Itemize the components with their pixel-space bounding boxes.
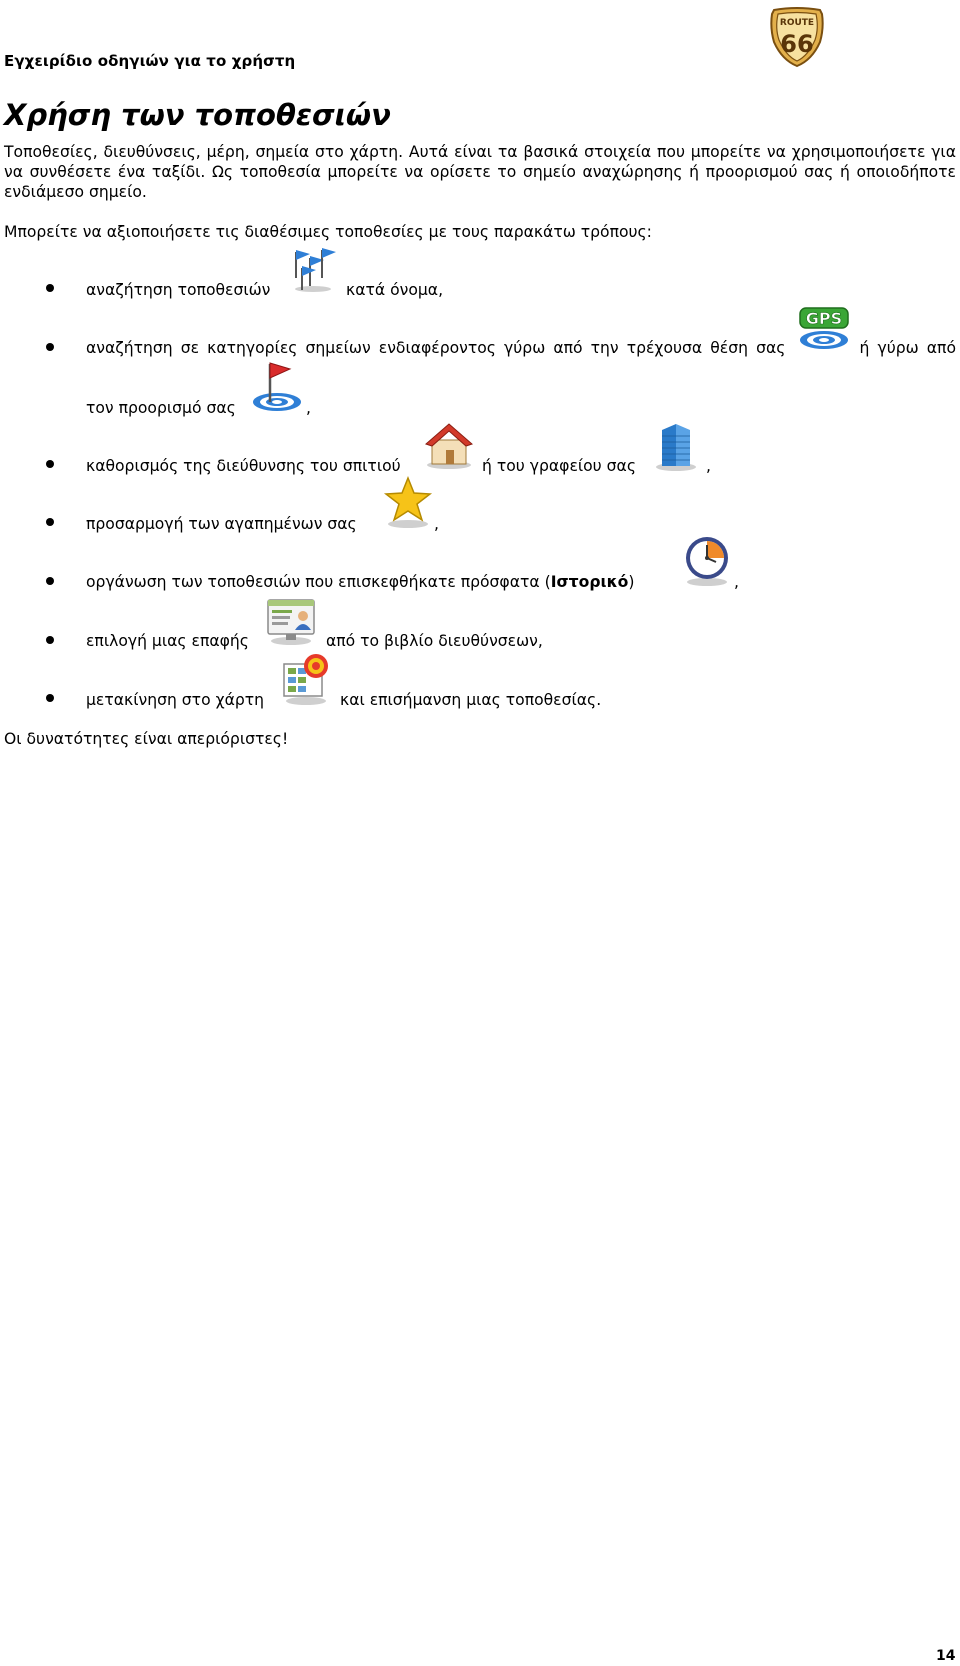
bullet (46, 577, 54, 585)
item-text: προσαρμογή των αγαπημένων σας (86, 515, 357, 533)
item-text: αναζήτηση τοποθεσιών (86, 281, 271, 299)
svg-text:GPS: GPS (805, 309, 843, 328)
item-text: οργάνωση των τοποθεσιών που επισκεφθήκατε πρόσφατα ( (86, 573, 551, 591)
list-item-continuation: κατά όνομα, (346, 281, 444, 299)
office-building-icon (652, 422, 700, 472)
favorite-star-icon (382, 476, 434, 530)
header-title: Εγχειρίδιο οδηγιών για το χρήστη (4, 52, 296, 70)
intro-paragraph: Τοποθεσίες, διευθύνσεις, μέρη, σημεία στο χάρτη. Αυτά είναι τα βασικά στοιχεία που μπορείτε να χρησιμοποιήσετε για να συνθέσετε ένα ταξίδι. Ως τοποθεσία μπορείτε να ορίσετε το σημείο αναχώρησης ή προορισμού σας ή οποιοδήποτε ενδιάμεσο σημείο. (4, 143, 956, 201)
item-text: καθορισμός της διεύθυνσης του σπιτιού (86, 457, 401, 475)
history-clock-icon (680, 534, 734, 588)
list-item-continuation: και επισήμανση μιας τοποθεσίας. (340, 691, 602, 709)
list-item-continuation: τον προορισμό σας (86, 399, 236, 417)
list-item-continuation: , (434, 515, 439, 533)
page-number: 14 (936, 1648, 956, 1664)
location-flags-icon (288, 244, 338, 294)
home-icon (422, 420, 476, 470)
list-item (86, 690, 264, 710)
usage-intro: Μπορείτε να αξιοποιήσετε τις διαθέσιμες τοποθεσίες με τους παρακάτω τρόπους: (4, 223, 652, 241)
bullet (46, 636, 54, 644)
bullet (46, 460, 54, 468)
bullet (46, 518, 54, 526)
list-item-continuation: , (706, 457, 711, 475)
list-item (86, 631, 249, 651)
list-item: αναζήτηση σε κατηγορίες σημείων ενδιαφέροντος γύρω από την τρέχουσα θέση σας ή γύρω από (86, 339, 956, 357)
item-text: μετακίνηση στο χάρτη (86, 691, 265, 709)
list-item-continuation: ή του γραφείου σας (482, 457, 636, 475)
map-target-icon (280, 652, 332, 706)
list-item-continuation: από το βιβλίο διευθύνσεων, (326, 632, 543, 650)
item-text: αναζήτηση σε κατηγορίες σημείων ενδιαφέροντος γύρω από την τρέχουσα θέση σας (86, 339, 786, 357)
list-item (86, 456, 401, 476)
logo-number: 66 (780, 30, 814, 58)
destination-flag-icon (250, 360, 304, 414)
list-item-continuation: , (734, 573, 739, 591)
logo-text: ROUTE (779, 18, 815, 28)
list-item (86, 280, 270, 300)
page-title: Χρήση των τοποθεσιών (4, 98, 391, 132)
route66-logo-icon (768, 6, 826, 68)
gps-icon (796, 306, 852, 352)
bullet (46, 284, 54, 292)
list-item: οργάνωση των τοποθεσιών που επισκεφθήκατε πρόσφατα (Ιστορικό) (86, 573, 635, 591)
list-item (86, 514, 357, 534)
bullet (46, 694, 54, 702)
history-label: Ιστορικό (550, 573, 629, 591)
ending-text: Οι δυνατότητες είναι απεριόριστες! (4, 730, 289, 748)
contact-card-icon (264, 596, 318, 646)
item-text: επιλογή μιας επαφής (86, 632, 249, 650)
list-item-continuation: , (306, 399, 311, 417)
bullet (46, 343, 54, 351)
